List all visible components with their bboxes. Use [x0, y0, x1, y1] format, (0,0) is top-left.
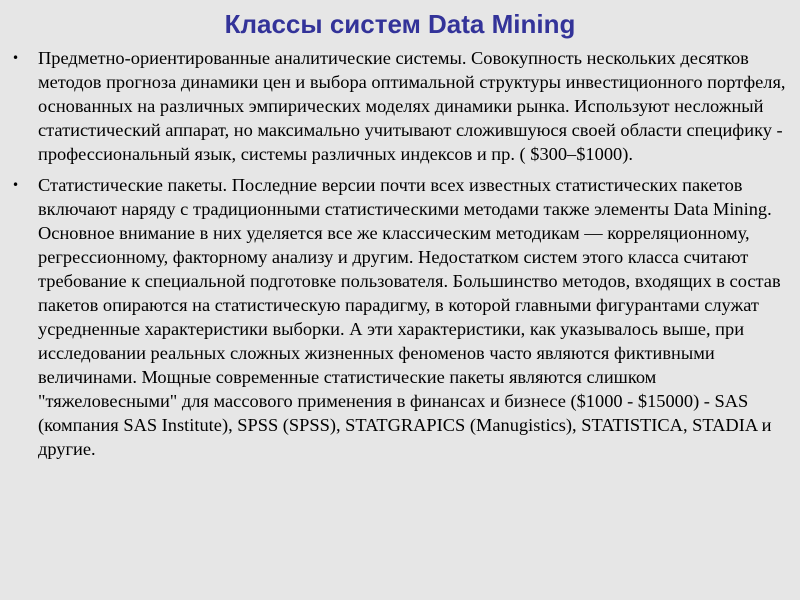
- bullet-dot-icon: •: [12, 178, 20, 192]
- bullet-dot-icon: •: [12, 51, 20, 65]
- bullet-item-statistical-packages: [12, 173, 794, 461]
- bullet-list: [12, 46, 794, 461]
- bullet-item-analytic-systems: [12, 46, 794, 166]
- bullet-text: Предметно-ориентированные аналитические системы. Совокупность нескольких десятков методов прогноза динамики цен и выбора оптимальной структуры инвестиционного портфеля, основанных на различных эмпирических моделях динамики рынка. Используют несложный статистический аппарат, но максимально учитывают сложившуюся своей области специфику - профессиональный язык, системы различных индексов и пр. ( $300–$1000).: [38, 48, 786, 164]
- slide-title: Классы систем Data Mining: [224, 9, 576, 39]
- bullet-text: Статистические пакеты. Последние версии почти всех известных статистических пакетов включают наряду с традиционными статистическими методами также элементы Data Mining. Основное внимание в них уделяется все же классическим методикам — корреляционному, регрессионному, факторному анализу и другим. Недостатком систем этого класса считают требование к специальной подготовке пользователя. Большинство методов, входящих в состав пакетов опираются на статистическую парадигму, в которой главными фигурантами служат усредненные характеристики выборки. А эти характеристики, как указывалось выше, при исследовании реальных сложных жизненных феноменов часто являются фиктивными величинами. Мощные современные статистические пакеты являются слишком "тяжеловесными" для массового применения в финансах и бизнесе ($1000 - $15000) - SAS (компания SAS Institute), SPSS (SPSS), STATGRAPICS (Manugistics), STATISTICA, STADIA и другие.: [38, 175, 781, 459]
